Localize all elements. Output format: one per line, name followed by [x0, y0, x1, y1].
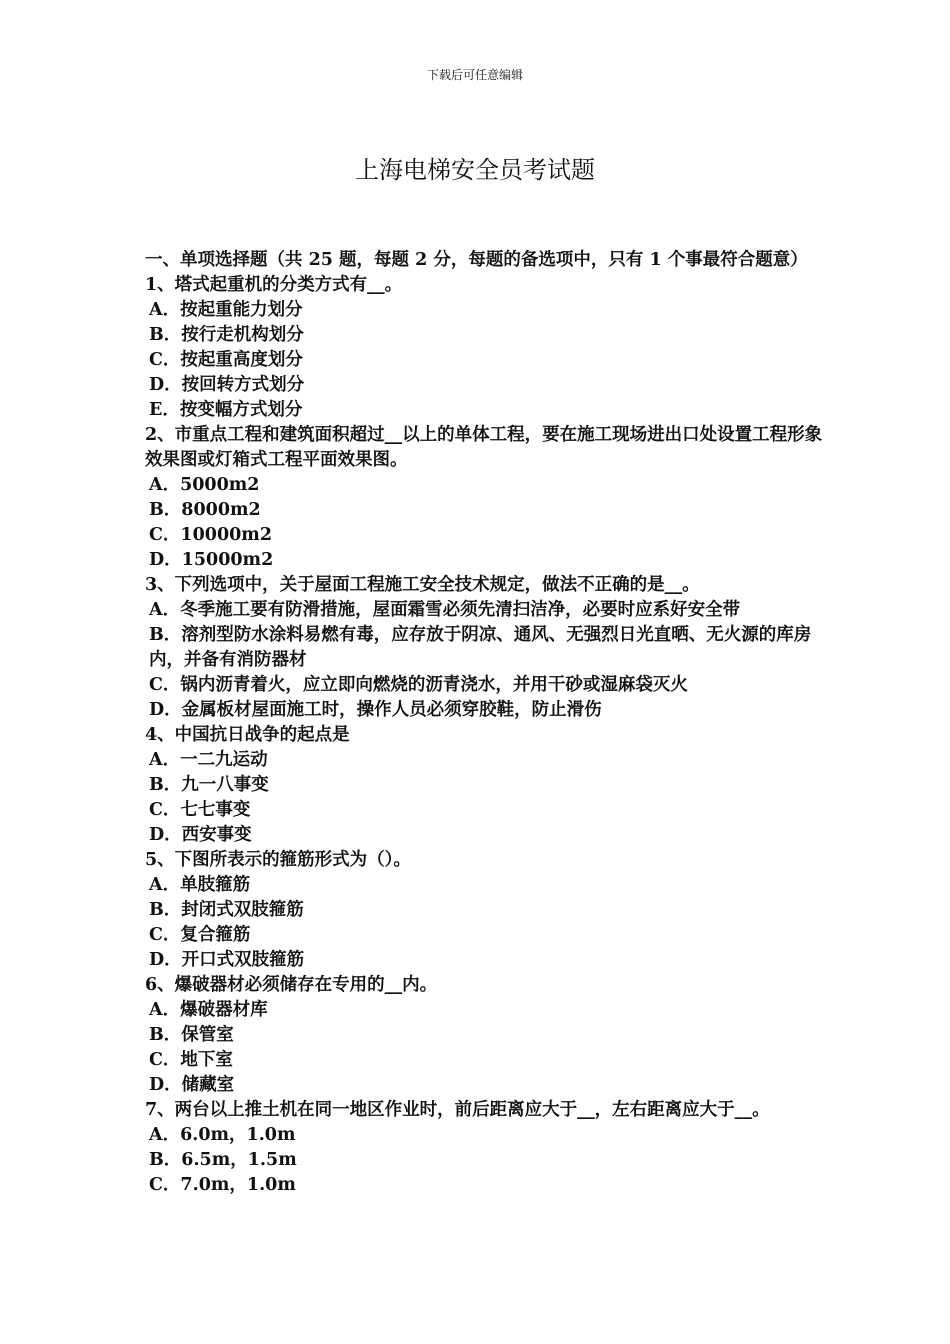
option-a: A．爆破器材库	[149, 1000, 268, 1020]
option-a: A．6.0m，1.0m	[149, 1125, 296, 1145]
option-d: D．15000m2	[149, 550, 274, 570]
option-c: C．地下室	[149, 1050, 233, 1070]
question-3	[145, 573, 825, 723]
option-b: B．8000m2	[149, 500, 261, 520]
option-b: B．溶剂型防水涂料易燃有毒，应存放于阴凉、通风、无强烈日光直晒、无火源的库房内，并备有消防器材	[149, 625, 812, 670]
option-b: B．按行走机构划分	[149, 325, 304, 345]
option-a: A．一二九运动	[149, 750, 268, 770]
option-c: C．七七事变	[149, 800, 251, 820]
question-stem: 2、市重点工程和建筑面积超过__以上的单体工程，要在施工现场进出口处设置工程形象效果图或灯箱式工程平面效果图。	[145, 425, 823, 470]
option-d: D．储藏室	[149, 1075, 235, 1095]
option-d: D．开口式双肢箍筋	[149, 950, 305, 970]
option-a: A．单肢箍筋	[149, 875, 251, 895]
question-1	[145, 273, 825, 423]
question-stem: 5、下图所表示的箍筋形式为（）。	[145, 850, 411, 870]
question-stem: 3、下列选项中，关于屋面工程施工安全技术规定，做法不正确的是__。	[145, 575, 700, 595]
question-5	[145, 848, 825, 973]
question-stem: 4、中国抗日战争的起点是	[145, 725, 350, 745]
section-heading: 一、单项选择题（共 25 题，每题 2 分，每题的备选项中，只有 1 个事最符合题意）	[145, 250, 808, 270]
question-stem: 6、爆破器材必须储存在专用的__内。	[145, 975, 438, 995]
question-stem: 7、两台以上推土机在同一地区作业时，前后距离应大于__，左右距离应大于__。	[145, 1100, 770, 1120]
question-6	[145, 973, 825, 1098]
option-b: B．6.5m，1.5m	[149, 1150, 297, 1170]
option-c: C．复合箍筋	[149, 925, 251, 945]
option-b: B．保管室	[149, 1025, 234, 1045]
option-e: E．按变幅方式划分	[149, 400, 303, 420]
document-title: 上海电梯安全员考试题	[355, 156, 595, 184]
option-d: D．金属板材屋面施工时，操作人员必须穿胶鞋，防止滑伤	[149, 700, 602, 720]
option-b: B．封闭式双肢箍筋	[149, 900, 304, 920]
question-list	[145, 248, 825, 1198]
question-stem: 1、塔式起重机的分类方式有__。	[145, 275, 403, 295]
option-a: A．冬季施工要有防滑措施，屋面霜雪必须先清扫洁净，必要时应系好安全带	[149, 600, 741, 620]
option-c: C．按起重高度划分	[149, 350, 303, 370]
question-2	[145, 423, 825, 573]
option-a: A．按起重能力划分	[149, 300, 303, 320]
option-a: A．5000m2	[149, 475, 260, 495]
option-c: C．锅内沥青着火，应立即向燃烧的沥青浇水，并用干砂或湿麻袋灭火	[149, 675, 688, 695]
option-c: C．10000m2	[149, 525, 273, 545]
option-d: D．西安事变	[149, 825, 252, 845]
option-c: C．7.0m，1.0m	[149, 1175, 296, 1195]
question-7	[145, 1098, 825, 1198]
option-d: D．按回转方式划分	[149, 375, 305, 395]
option-b: B．九一八事变	[149, 775, 269, 795]
page-header: 下载后可任意编辑	[426, 68, 523, 82]
question-4	[145, 723, 825, 848]
